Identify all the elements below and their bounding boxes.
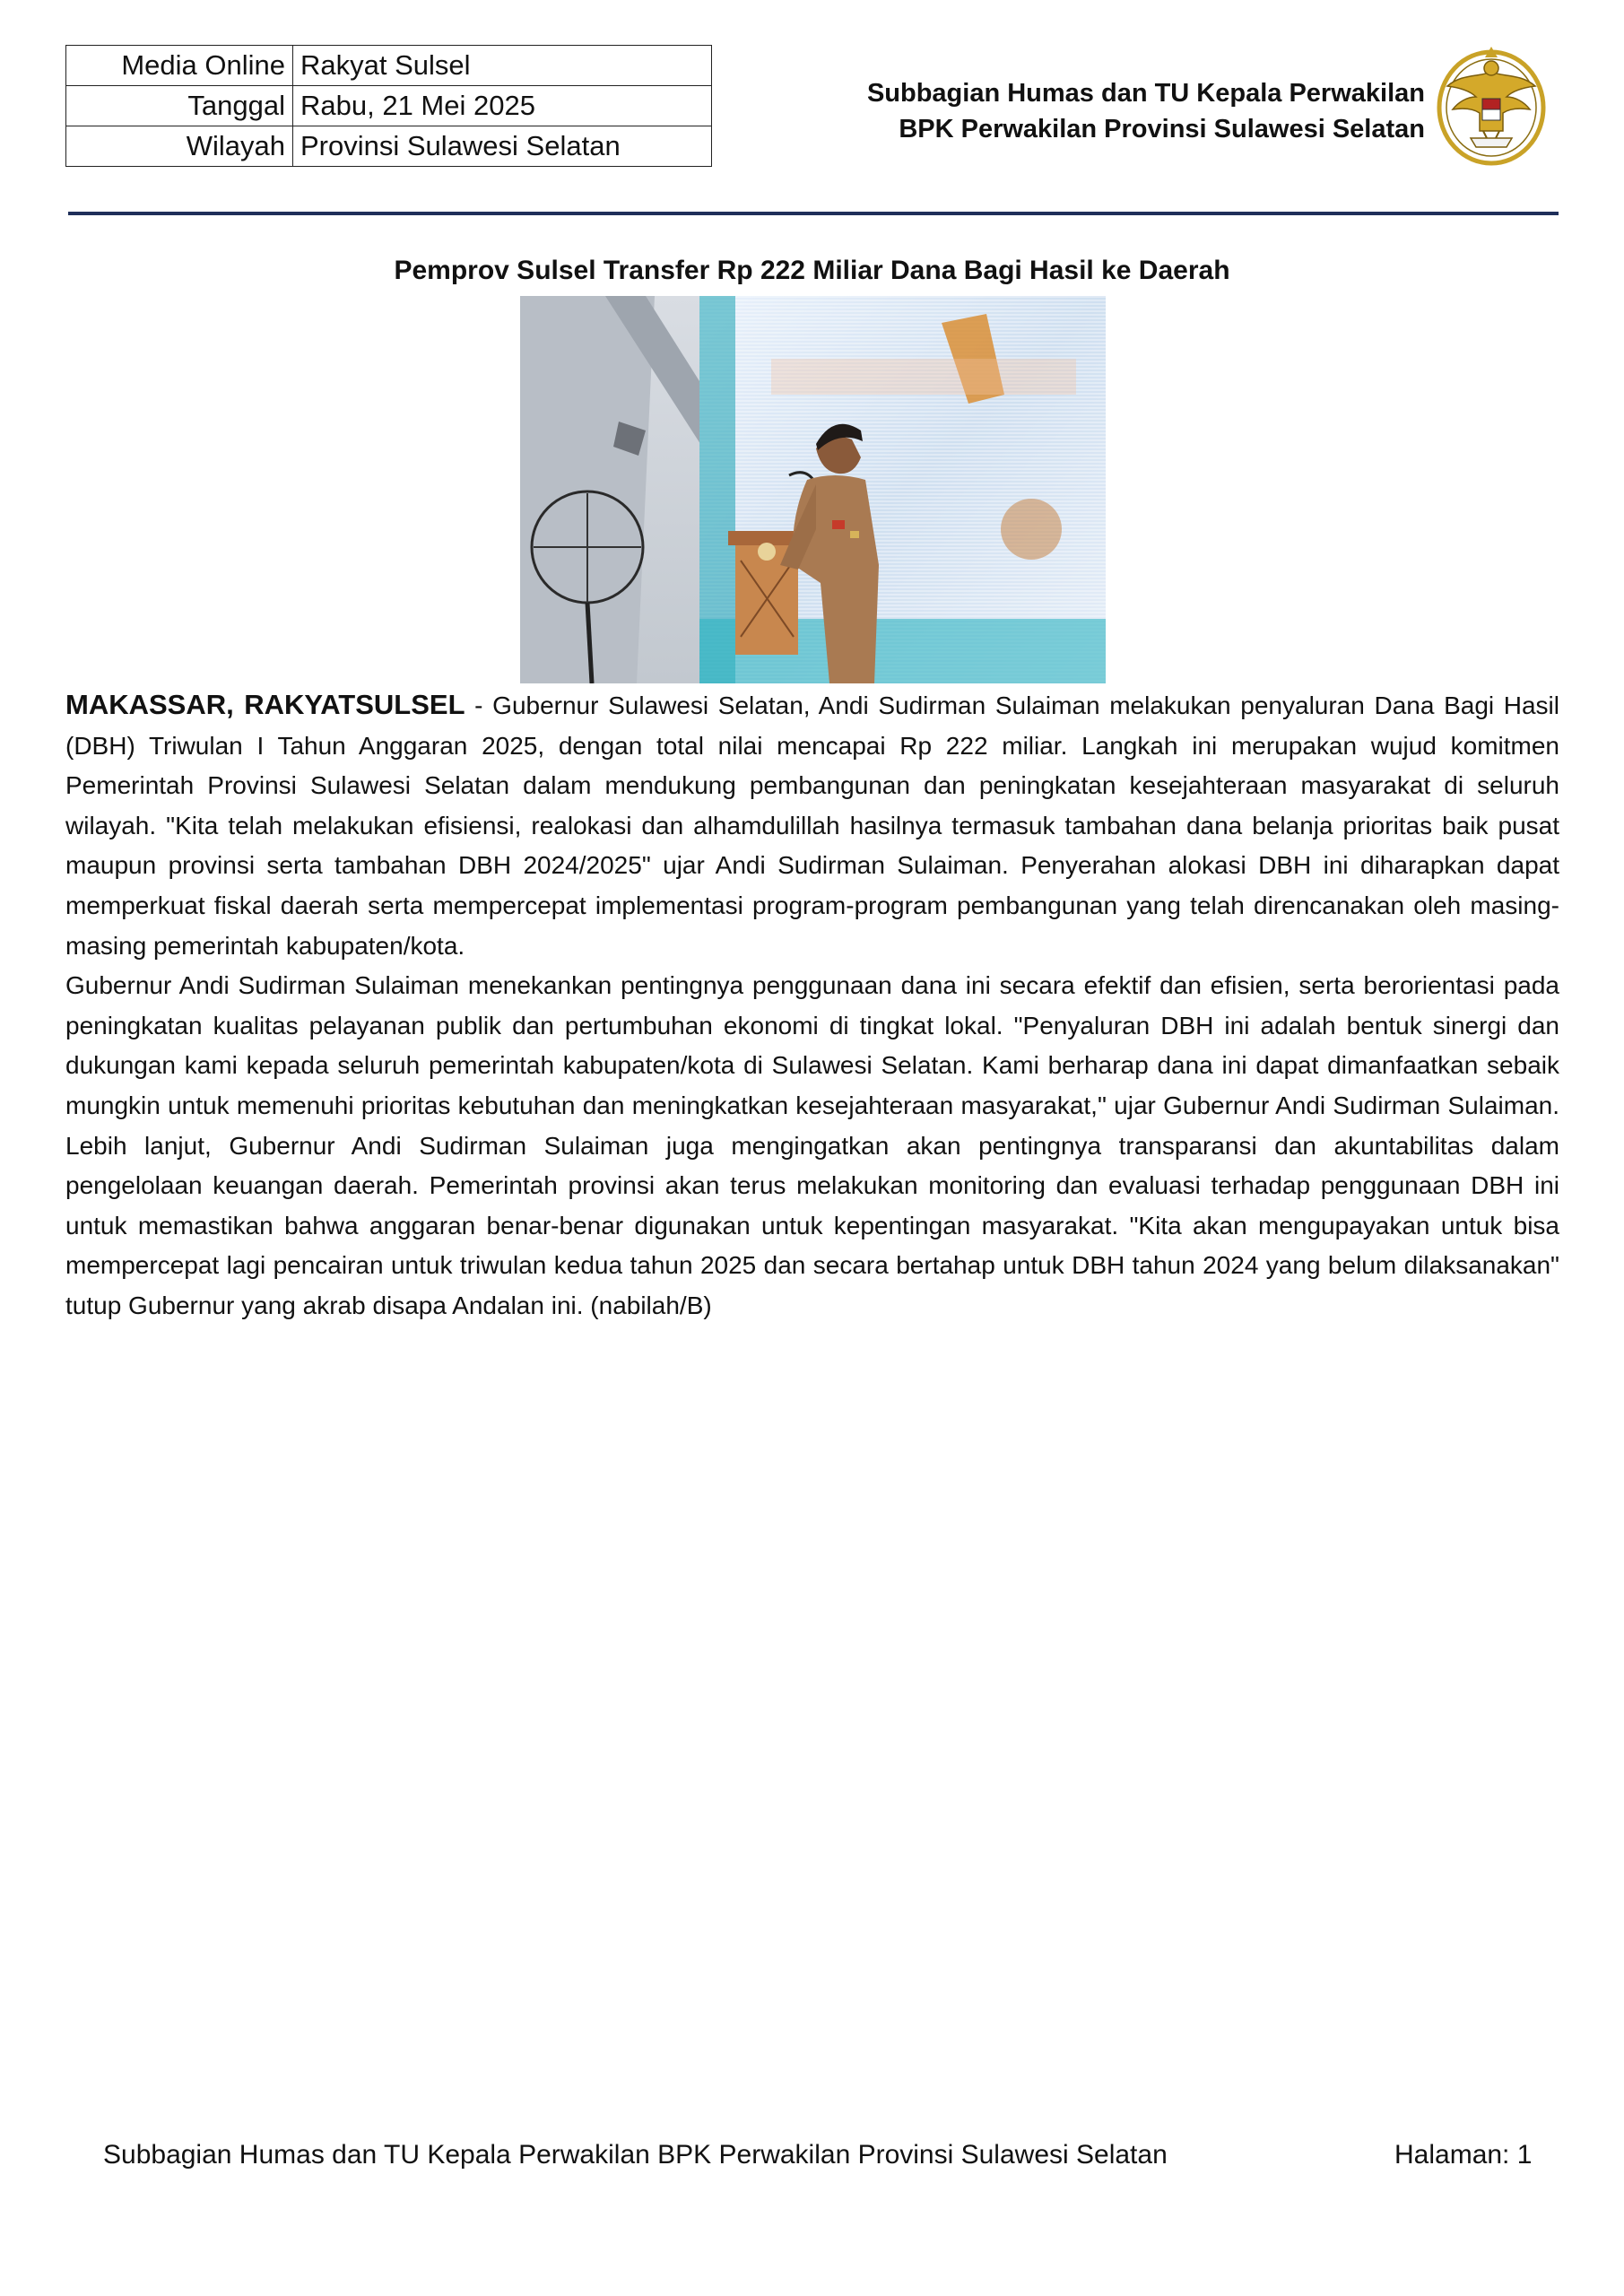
meta-row-date xyxy=(66,86,712,126)
footer-office: Subbagian Humas dan TU Kepala Perwakilan BPK Perwakilan Provinsi Sulawesi Selatan xyxy=(103,2140,1168,2170)
office-heading xyxy=(867,75,1425,147)
article-body xyxy=(65,685,1559,1326)
meta-value: Rakyat Sulsel xyxy=(293,46,712,86)
article-photo xyxy=(520,296,1106,683)
article-dateline: MAKASSAR, RAKYATSULSEL xyxy=(65,689,465,720)
article-title: Pemprov Sulsel Transfer Rp 222 Miliar Dana Bagi Hasil ke Daerah xyxy=(394,256,1230,285)
article-paragraph-text: - Gubernur Sulawesi Selatan, Andi Sudirman Sulaiman melakukan penyaluran Dana Bagi Hasil (DBH) Triwulan I Tahun Anggaran 2025, dengan total nilai mencapai Rp 222 miliar. Langkah ini merupakan wujud komitmen Pemerintah Provinsi Sulawesi Selatan dalam mendukung pembangunan dan peningkatan kesejahteraan masyarakat di seluruh wilayah. "Kita telah melakukan efisiensi, realokasi dan alhamdulillah hasilnya termasuk tambahan dana belanja prioritas baik pusat maupun provinsi serta tambahan DBH 2024/2025" ujar Andi Sudirman Sulaiman. Penyerahan alokasi DBH ini diharapkan dapat memperkuat fiskal daerah serta mempercepat implementasi program-program pembangunan yang telah direncanakan oleh masing-masing pemerintah kabupaten/kota. xyxy=(65,691,1559,960)
office-line-2: BPK Perwakilan Provinsi Sulawesi Selatan xyxy=(899,115,1425,144)
header-divider xyxy=(68,212,1559,215)
meta-row-region xyxy=(66,126,712,167)
meta-row-media xyxy=(66,46,712,86)
meta-label: Tanggal xyxy=(66,86,293,126)
article-paragraph: Gubernur Andi Sudirman Sulaiman menekankan pentingnya penggunaan dana ini secara efektif dan efisien, serta berorientasi pada peningkatan kualitas pelayanan publik dan pertumbuhan ekonomi di tingkat lokal. "Penyaluran DBH ini adalah bentuk sinergi dan dukungan kami kepada seluruh pemerintah kabupaten/kota di Sulawesi Selatan. Kami berharap dana ini dapat dimanfaatkan sebaik mungkin untuk memenuhi prioritas kebutuhan dan meningkatkan kesejahteraan masyarakat," ujar Gubernur Andi Sudirman Sulaiman. Lebih lanjut, Gubernur Andi Sudirman Sulaiman juga mengingatkan akan pentingnya transparansi dan akuntabilitas dalam pengelolaan keuangan daerah. Pemerintah provinsi akan terus melakukan monitoring dan evaluasi terhadap penggunaan DBH ini untuk memastikan bahwa anggaran benar-benar digunakan untuk kepentingan masyarakat. "Kita akan mengupayakan untuk bisa mempercepat lagi pencairan untuk triwulan kedua tahun 2025 dan secara bertahap untuk DBH tahun 2024 yang belum dilaksanakan" tutup Gubernur yang akrab disapa Andalan ini. (nabilah/B) xyxy=(65,971,1559,1319)
meta-label: Wilayah xyxy=(66,126,293,167)
article-paragraph xyxy=(65,685,1559,966)
office-line-1: Subbagian Humas dan TU Kepala Perwakilan xyxy=(866,79,1425,108)
meta-value: Provinsi Sulawesi Selatan xyxy=(293,126,712,167)
page-number: Halaman: 1 xyxy=(1394,2140,1533,2170)
meta-value: Rabu, 21 Mei 2025 xyxy=(293,86,712,126)
garuda-emblem-icon xyxy=(1435,38,1548,169)
media-info-table xyxy=(65,45,712,167)
meta-label: Media Online xyxy=(66,46,293,86)
